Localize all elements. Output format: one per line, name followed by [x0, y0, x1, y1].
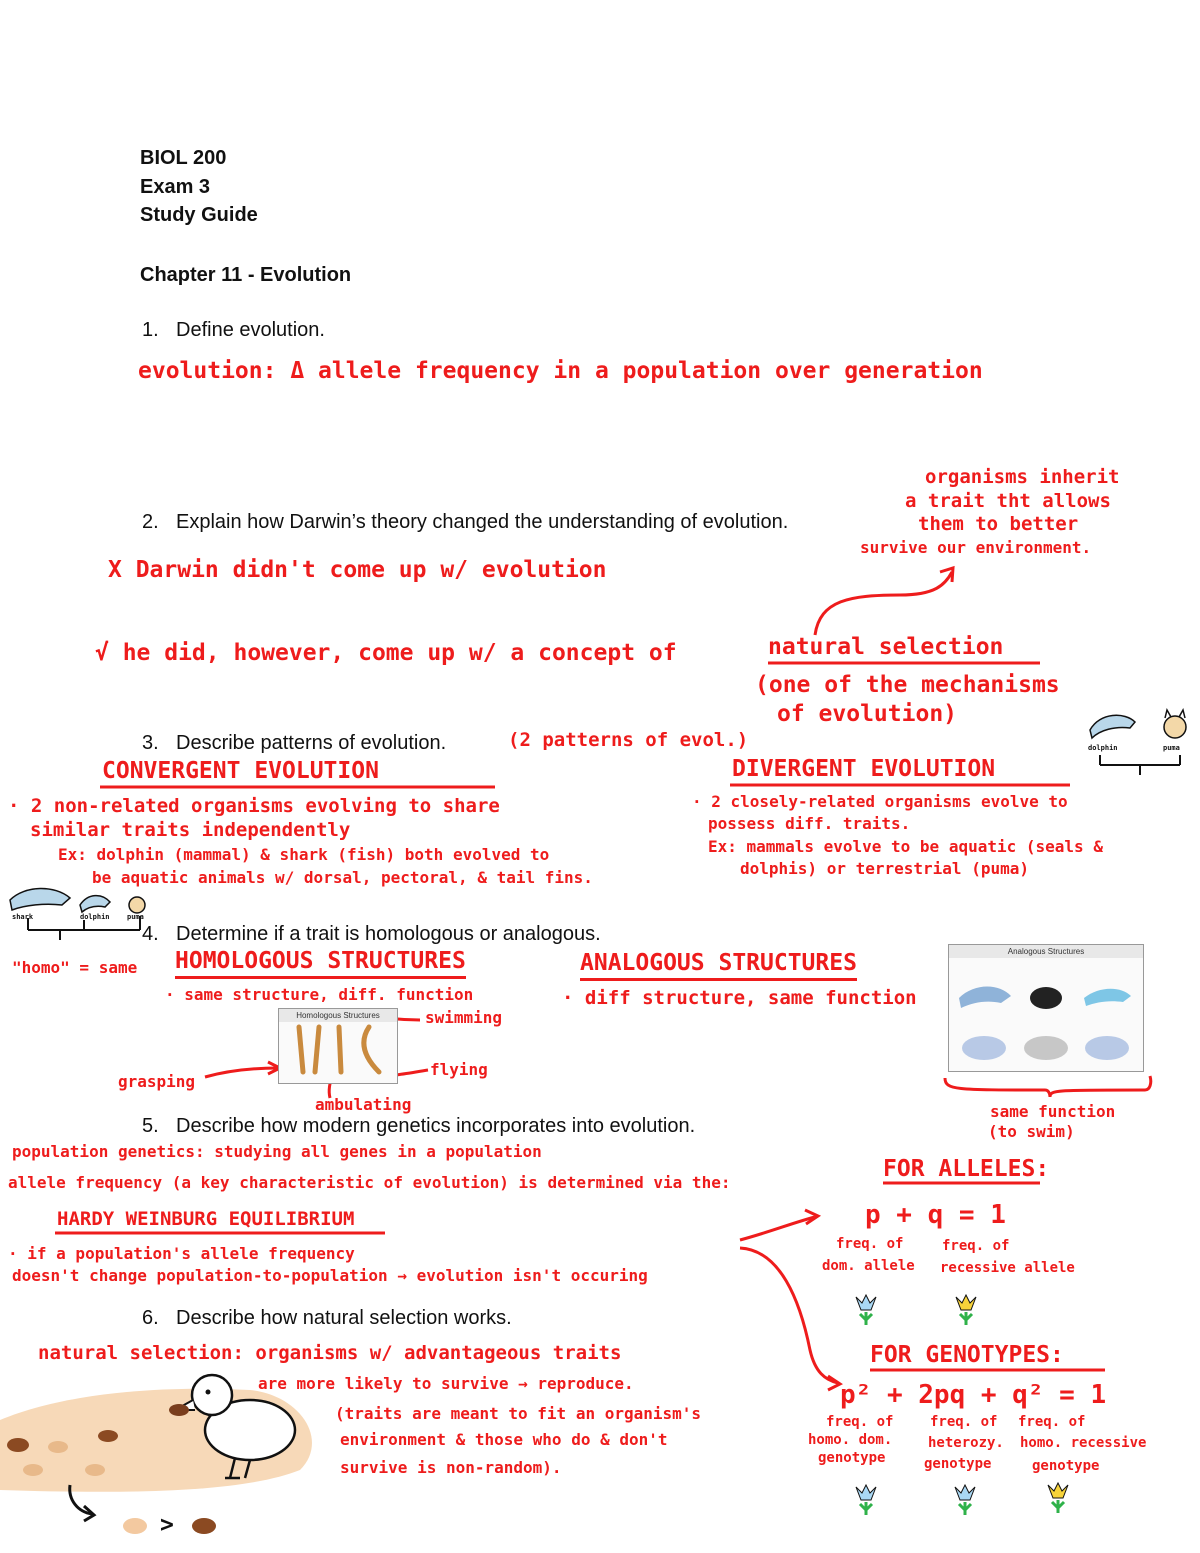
note-ns-line-4: survive is non-random).: [340, 1458, 562, 1477]
analogous-title: ANALOGOUS STRUCTURES: [580, 950, 857, 981]
genotype-label-homodom-1: freq. of: [826, 1414, 894, 1430]
question-6: Describe how natural selection works.: [176, 1307, 512, 1329]
exam-title: Exam 3: [140, 176, 211, 198]
analogous-bracket: [945, 1076, 1151, 1097]
convergent-title: CONVERGENT EVOLUTION: [102, 758, 379, 784]
flower-icon-blue-3: [955, 1485, 975, 1515]
note-mechanisms-1: (one of the mechanisms: [755, 672, 1060, 698]
course-title: BIOL 200: [140, 147, 227, 169]
divergent-tree: [1100, 755, 1180, 775]
flower-icon-yellow-1: [956, 1295, 976, 1325]
arrow-to-alleles: [740, 1217, 815, 1240]
genotype-label-het-3: genotype: [924, 1456, 992, 1472]
tree-label-dolphin: dolphin: [1088, 744, 1118, 752]
label-flying: flying: [430, 1060, 488, 1079]
convergent-line-3: Ex: dolphin (mammal) & shark (fish) both evolved to: [58, 845, 550, 864]
note-inherit-2: a trait tht allows: [905, 490, 1111, 512]
note-ns-def: natural selection: organisms w/ advantageous traits: [38, 1342, 622, 1364]
note-inherit-4: survive our environment.: [860, 538, 1092, 557]
dolphin-icon-small: [80, 896, 110, 912]
genotype-label-homorec-1: freq. of: [1018, 1414, 1086, 1430]
convergent-line-2: similar traits independently: [30, 819, 351, 841]
tree-label-dolphin-small: dolphin: [80, 913, 110, 921]
note-mechanisms-2: of evolution): [777, 701, 958, 727]
same-function-1: same function: [990, 1102, 1116, 1121]
question-number-4: 4.: [142, 923, 159, 945]
divergent-line-2: possess diff. traits.: [708, 814, 911, 833]
hardy-line-1: · if a population's allele frequency: [8, 1244, 355, 1263]
note-evolution-def: evolution: Δ allele frequency in a population over generation: [138, 358, 983, 384]
tree-label-puma-small: puma: [127, 913, 144, 921]
homologous-figure-title: Homologous Structures: [279, 1009, 397, 1022]
limb-bones-drawing: [279, 1022, 397, 1082]
flower-icon-blue-1: [856, 1295, 876, 1325]
analogous-animals-drawing: [949, 958, 1143, 1070]
question-5: Describe how modern genetics incorporates into evolution.: [176, 1115, 696, 1137]
convergent-line-4: be aquatic animals w/ dorsal, pectoral, & tail fins.: [92, 868, 593, 887]
note-homo-same: "homo" = same: [12, 958, 138, 977]
doc-title: Study Guide: [140, 204, 258, 226]
genotype-label-homorec-3: genotype: [1032, 1458, 1100, 1474]
genotype-label-homodom-3: genotype: [818, 1450, 886, 1466]
hardy-title: HARDY WEINBURG EQUILIBRIUM: [57, 1208, 355, 1230]
question-number-1: 1.: [142, 319, 159, 341]
flower-icon-yellow-2: [1048, 1483, 1068, 1513]
arrow-grasping: [205, 1068, 278, 1077]
for-genotypes-title: FOR GENOTYPES:: [870, 1342, 1064, 1368]
note-ns-line-2: (traits are meant to fit an organism's: [335, 1404, 702, 1423]
convergent-line-1: · 2 non-related organisms evolving to share: [8, 795, 500, 817]
allele-label-dom-1: freq. of: [836, 1236, 904, 1252]
note-natural-selection: natural selection: [768, 634, 1004, 660]
note-darwin-x: X Darwin didn't come up w/ evolution: [108, 557, 607, 583]
genotype-label-het-1: freq. of: [930, 1414, 998, 1430]
divergent-line-4: dolphis) or terrestrial (puma): [740, 859, 1029, 878]
question-number-3: 3.: [142, 732, 159, 754]
question-number-6: 6.: [142, 1307, 159, 1329]
note-inherit-3: them to better: [918, 513, 1079, 535]
note-ns-line-1: are more likely to survive → reproduce.: [258, 1374, 634, 1393]
puma-icon-small: [129, 897, 145, 913]
question-3: Describe patterns of evolution.: [176, 732, 447, 754]
allele-label-rec-1: freq. of: [942, 1238, 1010, 1254]
flower-icon-blue-2: [856, 1485, 876, 1515]
arrow-flying: [395, 1070, 428, 1075]
tree-label-shark-small: shark: [12, 913, 34, 921]
divergent-line-1: · 2 closely-related organisms evolve to: [692, 792, 1068, 811]
note-popgen: population genetics: studying all genes in a population: [12, 1142, 542, 1161]
note-inherit-1: organisms inherit: [925, 466, 1120, 488]
question-number-2: 2.: [142, 511, 159, 533]
question-4: Determine if a trait is homologous or analogous.: [176, 923, 601, 945]
arrow-ns-to-inherit: [815, 572, 952, 635]
genotype-label-het-2: heterozy.: [928, 1435, 1004, 1451]
dolphin-icon: [1090, 715, 1135, 738]
genotypes-equation: p² + 2pq + q² = 1: [840, 1380, 1107, 1410]
puma-icon: [1164, 710, 1186, 738]
label-swimming: swimming: [425, 1008, 503, 1027]
homologous-figure: [278, 1008, 398, 1084]
allele-label-rec-2: recessive allele: [940, 1260, 1075, 1276]
same-function-2: (to swim): [988, 1122, 1075, 1141]
note-allele-freq: allele frequency (a key characteristic of evolution) is determined via the:: [8, 1173, 731, 1192]
genotype-label-homorec-2: homo. recessive: [1020, 1435, 1147, 1451]
genotype-label-homodom-2: homo. dom.: [808, 1432, 893, 1448]
label-grasping: grasping: [118, 1072, 196, 1091]
divergent-line-3: Ex: mammals evolve to be aquatic (seals &: [708, 837, 1103, 856]
analogous-def: · diff structure, same function: [562, 987, 917, 1009]
chapter-title: Chapter 11 - Evolution: [140, 264, 352, 286]
analogous-figure: [948, 944, 1144, 1072]
hardy-line-2: doesn't change population-to-population → evolution isn't occuring: [12, 1266, 648, 1285]
homologous-title: HOMOLOGOUS STRUCTURES: [175, 948, 466, 979]
question-1: Define evolution.: [176, 319, 325, 341]
greater-than-sign: >: [160, 1512, 174, 1538]
label-ambulating: ambulating: [315, 1095, 412, 1114]
alleles-equation: p + q = 1: [865, 1200, 1006, 1230]
note-darwin-check: √ he did, however, come up w/ a concept of: [95, 640, 677, 666]
shark-icon: [10, 888, 70, 910]
allele-label-dom-2: dom. allele: [822, 1258, 915, 1274]
analogous-figure-title: Analogous Structures: [949, 945, 1143, 958]
for-alleles-title: FOR ALLELES:: [883, 1156, 1050, 1182]
divergent-title: DIVERGENT EVOLUTION: [732, 756, 996, 782]
homologous-def: · same structure, diff. function: [165, 985, 474, 1004]
tree-label-puma: puma: [1163, 744, 1180, 752]
note-ns-line-3: environment & those who do & don't: [340, 1430, 668, 1449]
question-number-5: 5.: [142, 1115, 159, 1137]
question-2: Explain how Darwin’s theory changed the understanding of evolution.: [176, 511, 789, 533]
note-two-patterns: (2 patterns of evol.): [508, 729, 749, 751]
